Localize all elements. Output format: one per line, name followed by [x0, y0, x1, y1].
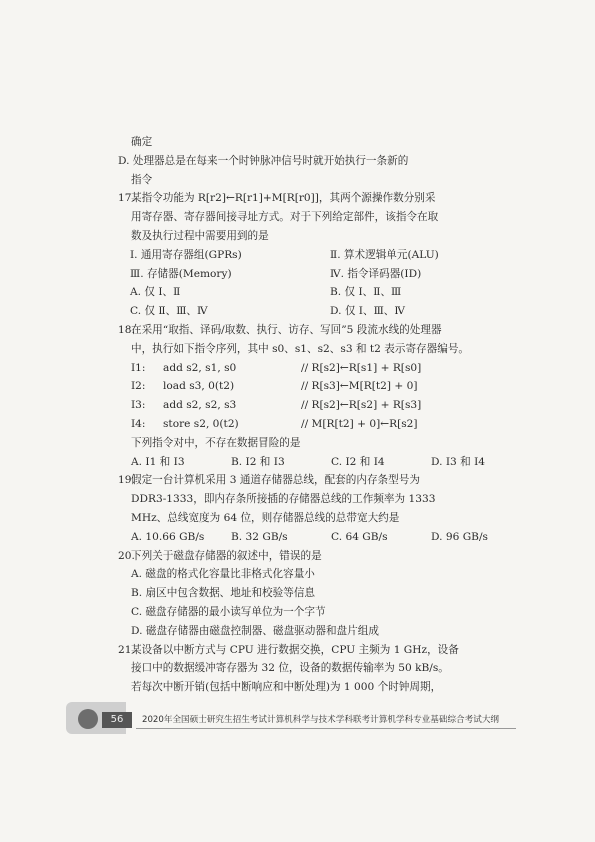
q19-line3: MHz、总线宽度为 64 位，则存储器总线的总带宽大约是	[131, 511, 400, 524]
q21-line3: 若每次中断开销(包括中断响应和中断处理)为 1 000 个时钟周期，	[131, 681, 442, 694]
q18-options	[118, 453, 518, 472]
q17-item: Ⅳ. 指令译码器(ID)	[330, 267, 422, 280]
q19-option-d: D. 96 GB/s	[431, 530, 488, 543]
q18-option-b: B. I2 和 I3	[231, 455, 285, 468]
q17-option-c: C. 仅 Ⅱ、Ⅲ、Ⅳ	[130, 305, 208, 318]
q17-line1: 17.某指令功能为 R[r2]←R[r1]+M[R[r0]]，其两个源操作数分别采	[118, 189, 518, 208]
q17-item: Ⅰ. 通用寄存器组(GPRs)	[130, 248, 242, 261]
q18-number: 18.	[118, 323, 135, 336]
q20-option-c: C. 磁盘存储器的最小读写单位为一个字节	[131, 605, 326, 618]
page-number: 56	[102, 712, 132, 728]
q20-option-b: B. 扇区中包含数据、地址和校验等信息	[131, 587, 316, 600]
q17-option-b: B. 仅 Ⅰ、Ⅱ、Ⅲ	[330, 286, 402, 299]
q18-instruction: I2: load s3, 0(t2) // R[s3]←M[R[t2] + 0]	[131, 380, 418, 393]
q21-line2: 接口中的数据缓冲寄存器为 32 位，设备的数据传输率为 50 kB/s。	[131, 662, 449, 675]
q18-instruction: I3: add s2, s2, s3 // R[s2]←R[s2] + R[s3]	[131, 399, 422, 412]
q19-line1: 19.假定一台计算机采用 3 通道存储器总线，配套的内存条型号为	[118, 471, 518, 490]
footer-title: 2020年全国硕士研究生招生考试计算机科学与技术学科联考计算机学科专业基础综合考试大纲	[142, 715, 500, 725]
footer-divider	[136, 728, 516, 729]
q17-items	[118, 246, 518, 284]
option-d-line2: 指令	[131, 173, 153, 186]
q17-option-d: D. 仅 Ⅰ、Ⅲ、Ⅳ	[330, 305, 405, 318]
q18-question: 下列指令对中，不存在数据冒险的是	[131, 436, 301, 449]
q17-options	[118, 283, 518, 321]
q20-number: 20.	[118, 549, 135, 562]
option-d-line1: D. 处理器总是在每来一个时钟脉冲信号时就开始执行一条新的	[118, 154, 409, 167]
q21-line1: 21.某设备以中断方式与 CPU 进行数据交换，CPU 主频为 1 GHz，设备	[118, 641, 518, 660]
question-content	[118, 133, 518, 697]
q18-instruction: I1: add s2, s1, s0 // R[s2]←R[s1] + R[s0]	[131, 361, 422, 374]
q19-options	[118, 528, 518, 547]
q19-line2: DDR3-1333，即内存条所接插的存储器总线的工作频率为 1333	[131, 493, 436, 506]
q19-option-b: B. 32 GB/s	[231, 530, 288, 543]
q18-line2: 中，执行如下指令序列，其中 s0、s1、s2、s3 和 t2 表示寄存器编号。	[131, 342, 470, 355]
q20-line1: 20.下列关于磁盘存储器的叙述中，错误的是	[118, 547, 518, 566]
option-c-tail: 确定	[131, 136, 153, 148]
q17-number: 17.	[118, 192, 135, 205]
q18-line1: 18.在采用“取指、译码/取数、执行、访存、写回”5 段流水线的处理器	[118, 321, 518, 340]
q18-instruction: I4: store s2, 0(t2) // M[R[t2] + 0]←R[s2]	[131, 417, 418, 430]
q21-number: 21.	[118, 643, 135, 656]
publisher-logo-icon	[78, 709, 98, 729]
q20-option-d: D. 磁盘存储器由磁盘控制器、磁盘驱动器和盘片组成	[131, 624, 379, 637]
q17-option-a: A. 仅 Ⅰ、Ⅱ	[130, 286, 181, 299]
q18-option-d: D. I3 和 I4	[431, 455, 486, 468]
q19-option-c: C. 64 GB/s	[331, 530, 388, 543]
q19-option-a: A. 10.66 GB/s	[131, 530, 205, 543]
q17-line2: 用寄存器、寄存器间接寻址方式。对于下列给定部件，该指令在取	[131, 211, 439, 224]
q17-line3: 数及执行过程中需要用到的是	[131, 229, 269, 242]
q18-option-a: A. I1 和 I3	[131, 455, 185, 468]
q17-item: Ⅲ. 存储器(Memory)	[130, 267, 232, 280]
q18-option-c: C. I2 和 I4	[331, 455, 385, 468]
q19-number: 19.	[118, 474, 135, 487]
q20-option-a: A. 磁盘的格式化容量比非格式化容量小	[131, 568, 315, 581]
q17-item: Ⅱ. 算术逻辑单元(ALU)	[330, 248, 439, 261]
